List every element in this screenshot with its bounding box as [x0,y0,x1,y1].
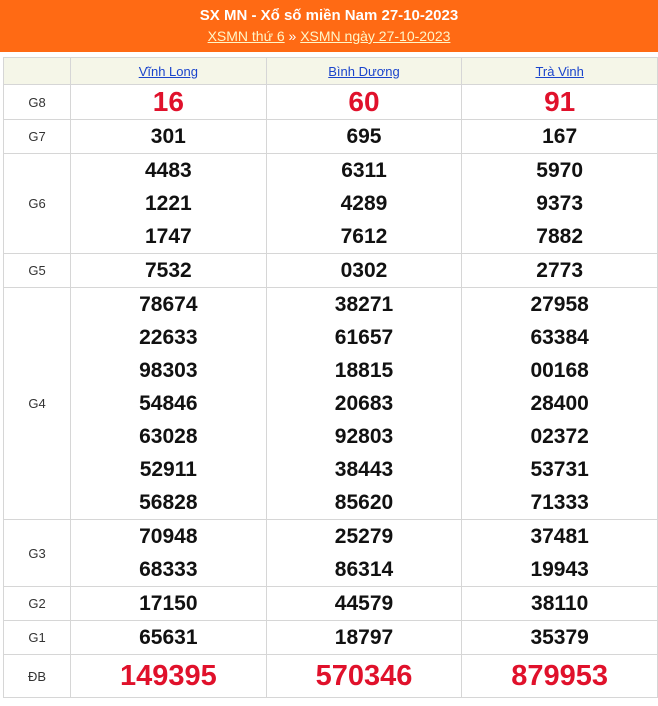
prize-row [4,120,658,154]
prize-number: 61657 [334,326,394,349]
prize-number: 70948 [139,525,198,548]
prize-cell [266,655,462,698]
prize-number: 71333 [530,491,589,514]
prize-number: 9373 [536,192,584,215]
prize-cell [71,254,267,288]
prize-number: 570346 [315,660,413,692]
prize-number: 20683 [334,392,394,415]
prize-cell [266,120,462,154]
province-link-binh-duong[interactable]: Bình Dương [328,63,400,79]
prize-number: 4483 [144,159,192,182]
prize-number: 2773 [536,259,584,282]
page-title: SX MN - Xổ số miền Nam 27-10-2023 [199,7,459,24]
prize-number: 98303 [139,359,198,382]
prize-cell [266,85,462,120]
results-header [0,0,658,52]
prize-cell [266,587,462,621]
breadcrumb-separator: » [288,28,297,44]
prize-cell [266,520,462,587]
prize-cell [462,587,658,621]
prize-number: 19943 [530,558,589,581]
prize-cell [462,120,658,154]
prize-number: 28400 [530,392,589,415]
xsmn-weekday-link[interactable]: XSMN thứ 6 [207,28,285,44]
prize-number: 1747 [144,225,192,248]
prize-number: 63028 [139,425,198,448]
province-link-vinh-long[interactable]: Vĩnh Long [138,63,198,79]
prize-number: 17150 [139,592,198,615]
breadcrumb [0,26,658,46]
prize-number: 27958 [530,293,589,316]
prize-cell [71,120,267,154]
lottery-results-table [3,57,658,698]
prize-number: 52911 [139,458,197,481]
prize-number: 91 [544,86,576,117]
prize-label: G7 [4,120,71,154]
prize-cell [462,655,658,698]
prize-cell [71,154,267,254]
results-table-wrapper [0,52,658,698]
prize-cell [71,621,267,655]
prize-number: 22633 [139,326,198,349]
province-header [266,58,462,85]
prize-cell [71,85,267,120]
prize-cell [71,520,267,587]
prize-cell [266,154,462,254]
prize-number: 78674 [139,293,198,316]
prize-cell [71,655,267,698]
prize-row [4,288,658,520]
province-link-tra-vinh[interactable]: Trà Vinh [535,63,584,79]
prize-number: 695 [346,125,382,148]
prize-row [4,520,658,587]
prize-label: G2 [4,587,71,621]
prize-cell [462,154,658,254]
prize-number: 38110 [531,592,589,615]
prize-number: 0302 [340,259,388,282]
prize-cell [71,587,267,621]
prize-number: 7612 [340,225,388,248]
prize-label: ĐB [4,655,71,698]
prize-number: 18797 [334,626,394,649]
prize-number: 00168 [530,359,589,382]
province-header [462,58,658,85]
prize-cell [266,254,462,288]
prize-cell [266,621,462,655]
province-header-row [4,58,658,85]
prize-number: 5970 [536,159,584,182]
prize-cell [266,288,462,520]
prize-number: 4289 [340,192,388,215]
prize-number: 167 [542,125,578,148]
prize-number: 92803 [334,425,394,448]
prize-number: 44579 [334,592,394,615]
prize-number: 63384 [530,326,589,349]
prize-row [4,655,658,698]
prize-number: 60 [348,86,380,117]
prize-number: 301 [150,125,186,148]
prize-number: 56828 [139,491,198,514]
prize-rows [4,85,658,698]
prize-number: 16 [152,86,184,117]
prize-number: 38443 [334,458,394,481]
prize-number: 18815 [334,359,394,382]
province-header [71,58,267,85]
prize-row [4,621,658,655]
prize-number: 879953 [511,660,609,692]
prize-label: G5 [4,254,71,288]
prize-row [4,85,658,120]
prize-label: G6 [4,154,71,254]
prize-number: 7882 [536,225,584,248]
prize-number: 68333 [139,558,198,581]
prize-label: G3 [4,520,71,587]
prize-number: 86314 [334,558,394,581]
prize-number: 35379 [530,626,589,649]
prize-label: G1 [4,621,71,655]
prize-label: G8 [4,85,71,120]
xsmn-date-link[interactable]: XSMN ngày 27-10-2023 [300,28,451,44]
prize-number: 02372 [530,425,589,448]
prize-number: 53731 [530,458,589,481]
prize-number: 6311 [341,159,387,182]
prize-row [4,587,658,621]
prize-number: 65631 [139,626,198,649]
prize-number: 37481 [530,525,589,548]
prize-number: 38271 [334,293,394,316]
prize-cell [462,288,658,520]
prize-number: 54846 [139,392,198,415]
prize-number: 85620 [334,491,394,514]
prize-label: G4 [4,288,71,520]
prize-cell [462,621,658,655]
prize-number: 149395 [119,660,217,692]
prize-number: 1221 [144,192,192,215]
prize-cell [71,288,267,520]
prize-row [4,154,658,254]
prize-cell [462,520,658,587]
prize-number: 25279 [334,525,394,548]
prize-row [4,254,658,288]
prize-cell [462,254,658,288]
corner-cell [4,58,71,85]
prize-cell [462,85,658,120]
prize-number: 7532 [144,259,192,282]
